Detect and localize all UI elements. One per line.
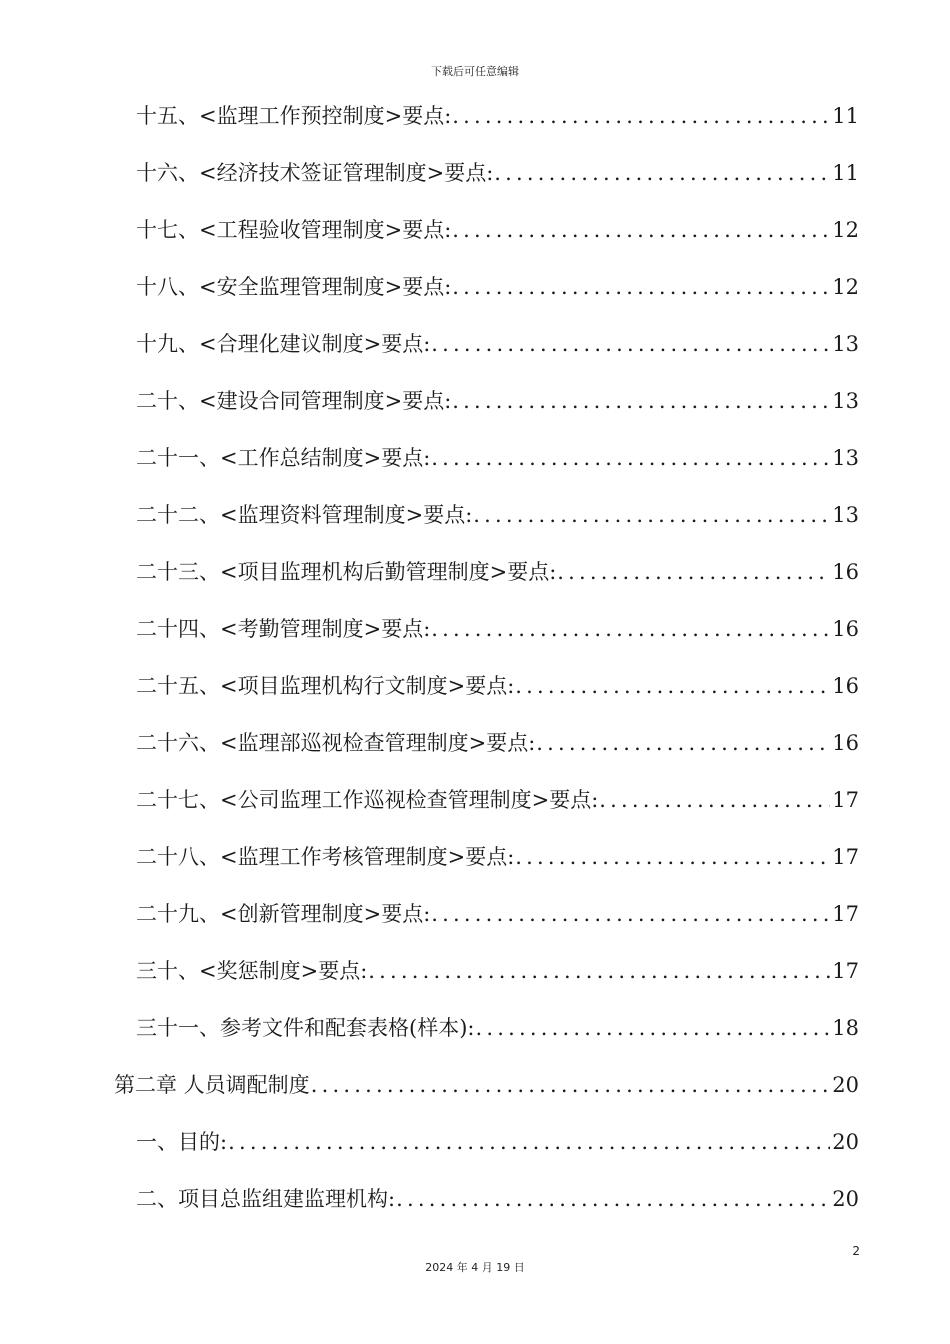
toc-entry-label: 三十、<奖惩制度>要点: — [136, 959, 368, 983]
toc-entry-page: 11 — [832, 161, 859, 185]
toc-dot-leader — [431, 609, 830, 649]
toc-entry-page: 13 — [832, 332, 859, 356]
toc-dot-leader — [311, 1065, 831, 1105]
toc-entry-page: 12 — [832, 218, 859, 242]
toc-entry-page: 16 — [832, 560, 859, 584]
toc-entry-page: 16 — [832, 674, 859, 698]
toc-chapter-entry[interactable] — [114, 1065, 859, 1105]
toc-entry-label: 二十四、<考勤管理制度>要点: — [136, 617, 431, 641]
toc-entry-page: 20 — [832, 1073, 859, 1097]
toc-entry-label: 二、项目总监组建监理机构: — [136, 1187, 396, 1211]
page-header: 下载后可任意编辑 — [431, 65, 519, 78]
toc-dot-leader — [515, 666, 830, 706]
toc-entry[interactable] — [136, 1179, 859, 1219]
toc-entry-label: 二十、<建设合同管理制度>要点: — [136, 389, 452, 413]
toc-entry-label: 二十五、<项目监理机构行文制度>要点: — [136, 674, 515, 698]
toc-entry[interactable] — [136, 666, 859, 706]
toc-entry-label: 二十七、<公司监理工作巡视检查管理制度>要点: — [136, 788, 599, 812]
toc-entry-label: 二十六、<监理部巡视检查管理制度>要点: — [136, 731, 536, 755]
toc-dot-leader — [368, 951, 830, 991]
toc-dot-leader — [452, 267, 830, 307]
toc-entry[interactable] — [136, 381, 859, 421]
toc-entry-label: 十七、<工程验收管理制度>要点: — [136, 218, 452, 242]
toc-entry-page: 17 — [832, 959, 859, 983]
toc-entry[interactable] — [136, 1122, 859, 1162]
toc-dot-leader — [599, 780, 830, 820]
toc-entry-label: 十五、<监理工作预控制度>要点: — [136, 104, 452, 128]
toc-entry-label: 二十三、<项目监理机构后勤管理制度>要点: — [136, 560, 557, 584]
toc-entry[interactable] — [136, 894, 859, 934]
toc-entry-page: 20 — [832, 1130, 859, 1154]
page-number: 2 — [852, 1244, 860, 1258]
toc-entry-label: 二十八、<监理工作考核管理制度>要点: — [136, 845, 515, 869]
toc-entry-page: 17 — [832, 845, 859, 869]
toc-entry-label: 第二章 人员调配制度 — [114, 1073, 310, 1097]
toc-entry[interactable] — [136, 780, 859, 820]
toc-dot-leader — [396, 1179, 830, 1219]
toc-dot-leader — [536, 723, 830, 763]
toc-dot-leader — [431, 324, 830, 364]
toc-entry-page: 13 — [832, 389, 859, 413]
toc-entry-label: 二十一、<工作总结制度>要点: — [136, 446, 431, 470]
toc-dot-leader — [452, 381, 830, 421]
toc-entry-page: 11 — [832, 104, 859, 128]
toc-entry-label: 十六、<经济技术签证管理制度>要点: — [136, 161, 494, 185]
toc-entry-label: 二十二、<监理资料管理制度>要点: — [136, 503, 473, 527]
toc-dot-leader — [475, 1008, 830, 1048]
toc-entry[interactable] — [136, 210, 859, 250]
toc-entry-page: 18 — [832, 1016, 859, 1040]
toc-entry-page: 13 — [832, 503, 859, 527]
toc-entry[interactable] — [136, 438, 859, 478]
toc-entry[interactable] — [136, 153, 859, 193]
toc-dot-leader — [228, 1122, 830, 1162]
toc-entry-page: 17 — [832, 788, 859, 812]
toc-dot-leader — [431, 438, 830, 478]
toc-dot-leader — [452, 96, 830, 136]
toc-entry[interactable] — [136, 324, 859, 364]
toc-entry-page: 16 — [832, 617, 859, 641]
toc-entry-page: 17 — [832, 902, 859, 926]
toc-entry-label: 三十一、参考文件和配套表格(样本): — [136, 1016, 475, 1040]
toc-entry-page: 13 — [832, 446, 859, 470]
toc-entry[interactable] — [136, 609, 859, 649]
toc-entry[interactable] — [136, 837, 859, 877]
toc-entry-label: 二十九、<创新管理制度>要点: — [136, 902, 431, 926]
page-footer-date: 2024 年 4 月 19 日 — [425, 1261, 525, 1274]
toc-dot-leader — [557, 552, 830, 592]
toc-entry[interactable] — [136, 552, 859, 592]
toc-dot-leader — [473, 495, 830, 535]
toc-entry[interactable] — [136, 96, 859, 136]
toc-entry[interactable] — [136, 723, 859, 763]
toc-entry[interactable] — [136, 495, 859, 535]
toc-dot-leader — [515, 837, 830, 877]
toc-entry[interactable] — [136, 1008, 859, 1048]
toc-dot-leader — [494, 153, 830, 193]
toc-entry-label: 十九、<合理化建议制度>要点: — [136, 332, 431, 356]
toc-entry-page: 16 — [832, 731, 859, 755]
toc-entry[interactable] — [136, 267, 859, 307]
toc-entry-label: 一、目的: — [136, 1130, 228, 1154]
toc-entry-page: 20 — [832, 1187, 859, 1211]
toc-entry-page: 12 — [832, 275, 859, 299]
toc-entry-label: 十八、<安全监理管理制度>要点: — [136, 275, 452, 299]
toc-dot-leader — [431, 894, 830, 934]
toc-entry[interactable] — [136, 951, 859, 991]
toc-dot-leader — [452, 210, 830, 250]
